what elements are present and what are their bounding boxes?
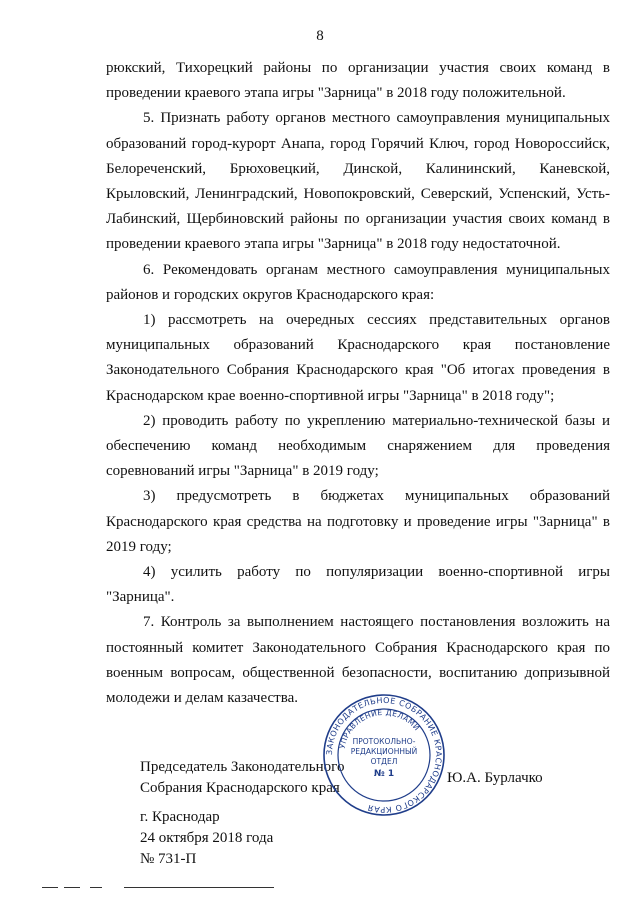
- subitem-2: 2) проводить работу по укреплению материально-технической базы и обеспечению команд необходимым снаряжением для проведения соревнований игры "Зарница" в 2019 году;: [106, 412, 610, 480]
- document-body: [106, 56, 610, 711]
- document-place-date: [140, 807, 273, 870]
- subitem-1: 1) рассмотреть на очередных сессиях представительных органов муниципальных образований Краснодарского края постановление Законодательного Собрания Краснодарского края "Об итогах проведения в Краснодарском крае военно-спортивной игры "Зарница" в 2018 году";: [106, 312, 610, 404]
- signatory-title: [140, 757, 344, 799]
- stamp-text: [325, 696, 443, 814]
- page-number: 8: [316, 28, 324, 44]
- footer-rule-segment: [42, 887, 58, 888]
- footer-rule-segment: [124, 887, 274, 888]
- subitem-4: 4) усилить работу по популяризации военно-спортивной игры "Зарница".: [106, 564, 610, 606]
- paragraph-item-7: 7. Контроль за выполнением настоящего постановления возложить на постоянный комитет Законодательного Собрания Краснодарского края по военным вопросам, общественной безопасности, воспитанию допризывной молодежи и делам казачества.: [106, 614, 610, 707]
- stamp-center-number: № 1: [373, 769, 395, 779]
- stamp-inner-top-text: УПРАВЛЕНИЕ ДЕЛАМИ: [337, 707, 422, 750]
- signatory-title-line2: Собрания Краснодарского края: [140, 780, 340, 796]
- subitem-3: 3) предусмотреть в бюджетах муниципальных образований Краснодарского края средства на подготовку и проведение игры "Зарница" в 2019 году;: [106, 488, 610, 555]
- paragraph-item-5: 5. Признать работу органов местного самоуправления муниципальных образований город-курорт Анапа, город Горячий Ключ, город Новороссийск, Белореченский, Брюховецкий, Динской, Калининский, Каневской, Крыловский, Ленинградский, Новопокровский, Северский, Успенский, Усть-Лабинский, Щербиновский районы по организации участия своих команд в проведении краевого этапа игры "Зарница" в 2018 году недостаточной.: [106, 110, 610, 253]
- document-date: 24 октября 2018 года: [140, 830, 274, 846]
- stamp-center-line2: РЕДАКЦИОННЫЙ: [350, 747, 418, 756]
- paragraph-item-6: 6. Рекомендовать органам местного самоуправления муниципальных районов и городских округов Краснодарского края:: [106, 261, 610, 303]
- signatory-title-line1: Председатель Законодательного: [140, 759, 345, 775]
- paragraph-continuation: рюкский, Тихорецкий районы по организации участия своих команд в проведении краевого этапа игры "Зарница" в 2018 году положительной.: [106, 60, 610, 102]
- stamp-outer-text: ЗАКОНОДАТЕЛЬНОЕ СОБРАНИЕ КРАСНОДАРСКОГО КРАЯ: [324, 695, 444, 815]
- document-number: № 731-П: [140, 851, 197, 867]
- signatory-name: Ю.А. Бурлачко: [447, 770, 543, 786]
- stamp-center-line3: ОТДЕЛ: [370, 757, 398, 766]
- official-stamp: [321, 692, 447, 818]
- document-city: г. Краснодар: [140, 809, 220, 825]
- stamp-center-line1: ПРОТОКОЛЬНО-: [352, 737, 416, 746]
- footer-rule-segment: [64, 887, 80, 888]
- footer-rule-segment: [90, 887, 102, 888]
